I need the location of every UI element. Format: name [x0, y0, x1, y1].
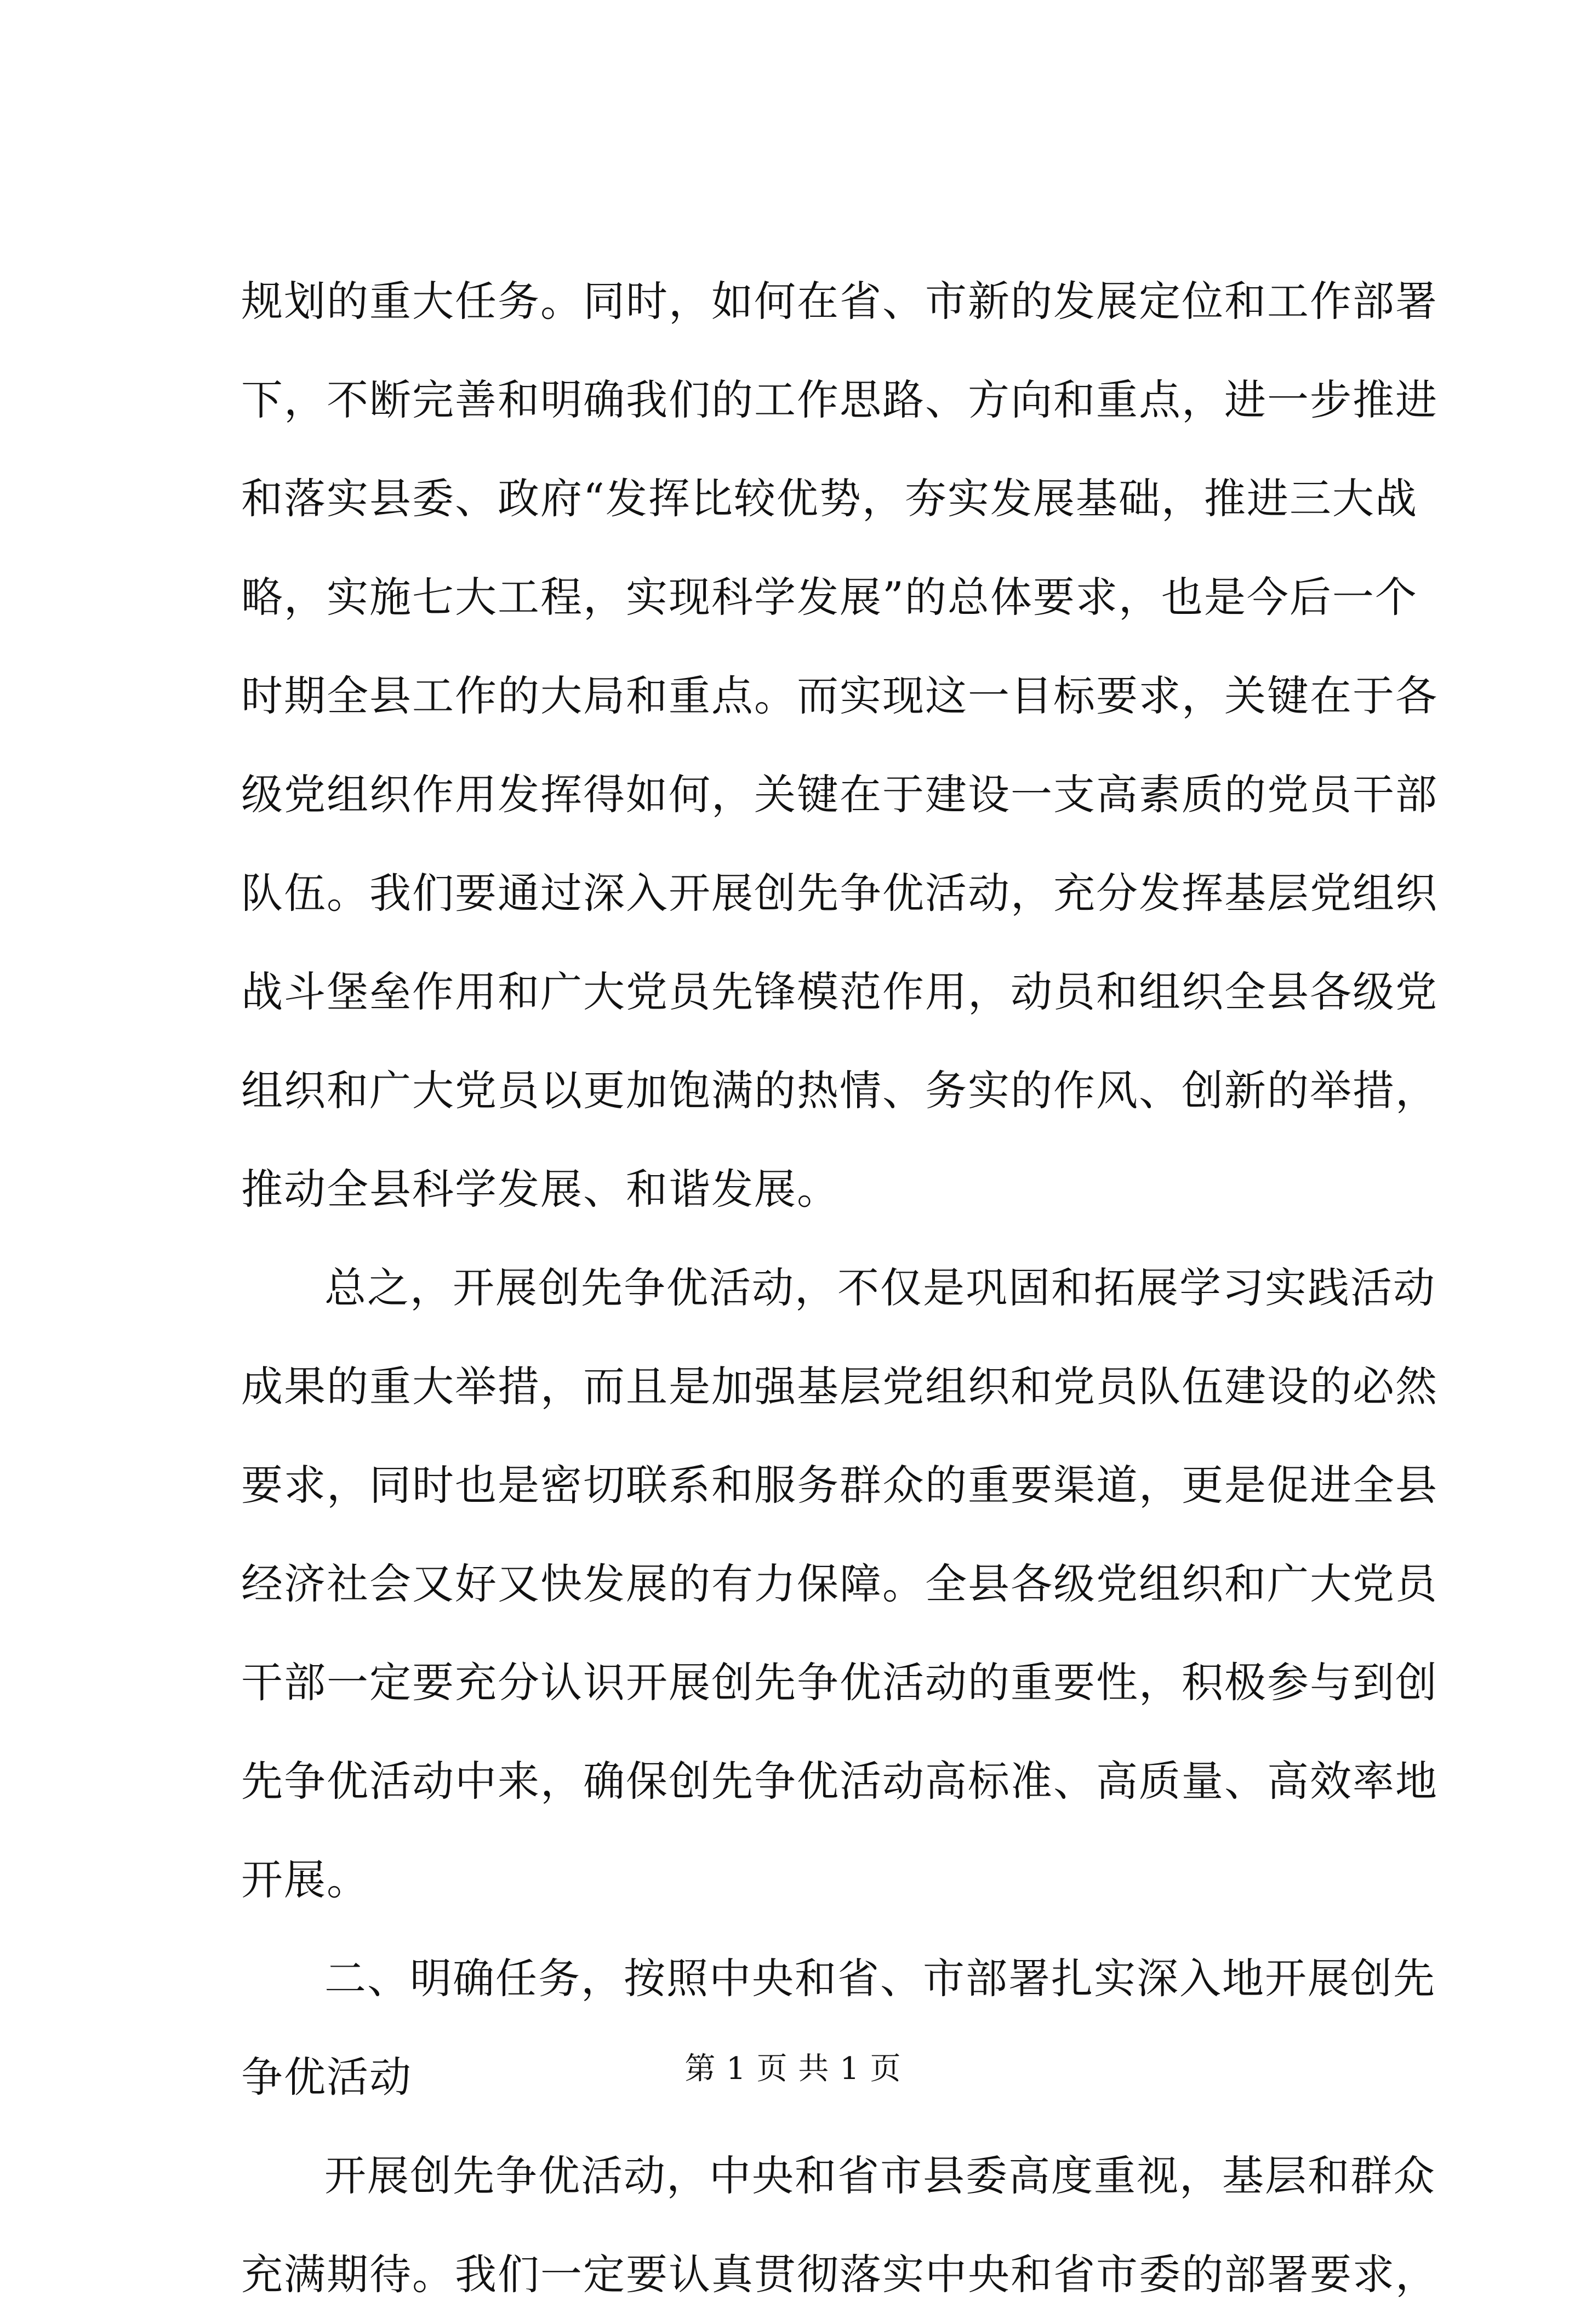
- text-line: 开展。: [241, 1855, 369, 1904]
- text-line: 级党组织作用发挥得如何，关键在于建设一支高素质的党员干部: [241, 770, 1438, 819]
- text-line: 先争优活动中来，确保创先争优活动高标准、高质量、高效率地: [241, 1757, 1438, 1805]
- text-line: 干部一定要充分认识开展创先争优活动的重要性，积极参与到创: [241, 1658, 1438, 1707]
- document-body: [241, 252, 1438, 2324]
- text-line: 和落实县委、政府“发挥比较优势，夯实发展基础，推进三大战: [241, 474, 1418, 523]
- text-line: 充满期待。我们一定要认真贯彻落实中央和省市委的部署要求，: [241, 2250, 1438, 2299]
- text-line: 规划的重大任务。同时，如何在省、市新的发展定位和工作部署: [241, 277, 1438, 326]
- text-line: 成果的重大举措，而且是加强基层党组织和党员队伍建设的必然: [241, 1362, 1438, 1411]
- page-footer: 第 1 页 共 1 页: [684, 2051, 902, 2087]
- text-line: 时期全县工作的大局和重点。而实现这一目标要求，关键在于各: [241, 671, 1438, 720]
- paragraph-first-line: 总之，开展创先争优活动，不仅是巩固和拓展学习实践活动: [324, 1263, 1436, 1312]
- paragraph-first-line: 开展创先争优活动，中央和省市县委高度重视，基层和群众: [324, 2151, 1436, 2200]
- text-line: 经济社会又好又快发展的有力保障。全县各级党组织和广大党员: [241, 1559, 1438, 1608]
- text-line: 队伍。我们要通过深入开展创先争优活动，充分发挥基层党组织: [241, 869, 1438, 918]
- text-line: 战斗堡垒作用和广大党员先锋模范作用，动员和组织全县各级党: [241, 967, 1438, 1016]
- text-line: 下，不断完善和明确我们的工作思路、方向和重点，进一步推进: [241, 375, 1438, 424]
- text-line: 推动全县科学发展、和谐发展。: [241, 1165, 840, 1214]
- section-heading-line: 争优活动: [241, 2053, 412, 2101]
- section-heading-line: 二、明确任务，按照中央和省、市部署扎实深入地开展创先: [324, 1954, 1436, 2003]
- text-line: 略，实施七大工程，实现科学发展”的总体要求，也是今后一个: [241, 573, 1418, 622]
- text-line: 要求，同时也是密切联系和服务群众的重要渠道，更是促进全县: [241, 1461, 1438, 1510]
- text-line: 组织和广大党员以更加饱满的热情、务实的作风、创新的举措，: [241, 1066, 1438, 1115]
